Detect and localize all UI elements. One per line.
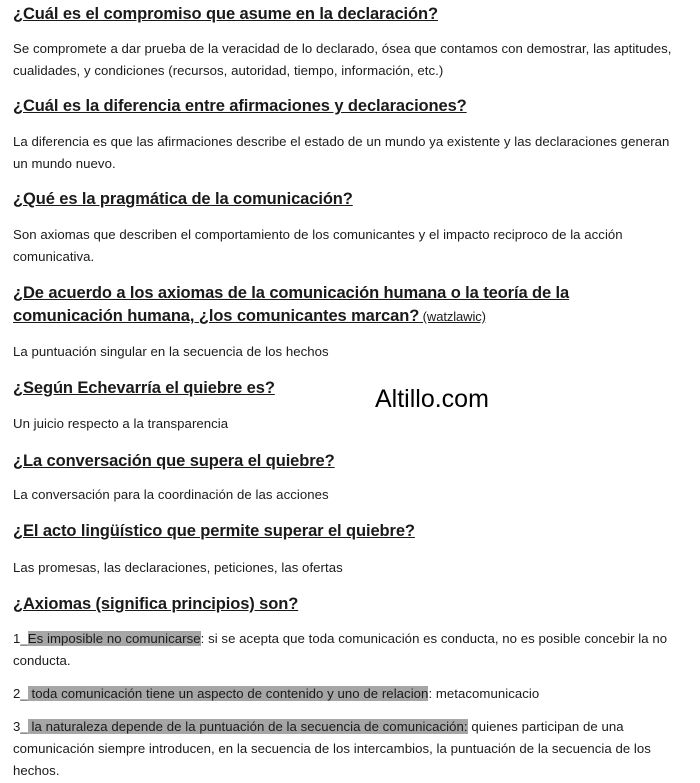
- question-4-text: ¿De acuerdo a los axiomas de la comunicación humana o la teoría de la comunicación humana, ¿los comunicantes marcan?: [13, 284, 570, 325]
- axiom-1-number: 1_: [13, 631, 28, 646]
- question-7-text: ¿El acto lingüístico que permite superar el quiebre?: [13, 522, 415, 540]
- axiom-2: [13, 683, 693, 705]
- question-5: [13, 377, 275, 400]
- question-8-text: ¿Axiomas (significa principios) son?: [13, 595, 299, 613]
- axiom-3: [13, 716, 693, 782]
- question-2: [13, 95, 467, 118]
- question-1: [13, 3, 438, 26]
- question-1-text: ¿Cuál es el compromiso que asume en la declaración?: [13, 5, 438, 23]
- answer-3-text: Son axiomas que describen el comportamiento de los comunicantes y el impacto reciproco de la acción comunicativa.: [13, 227, 623, 264]
- answer-4: [13, 341, 329, 363]
- axiom-2-number: 2_: [13, 686, 28, 701]
- question-6-text: ¿La conversación que supera el quiebre?: [13, 452, 335, 470]
- answer-6: [13, 484, 329, 506]
- axiom-3-number: 3_: [13, 719, 28, 734]
- watermark-text: Altillo.com: [375, 385, 489, 413]
- axiom-2-highlight: toda comunicación tiene un aspecto de contenido y uno de relacion: [27, 686, 429, 701]
- axiom-1-rest: : si se acepta que toda comunicación es conducta, no es posible concebir la no conducta.: [13, 631, 668, 668]
- axiom-2-rest: : metacomunicacio: [428, 686, 540, 701]
- axiom-3-highlight: la naturaleza depende de la puntuación de la secuencia de comunicación:: [27, 719, 468, 734]
- axiom-1: [13, 628, 693, 672]
- answer-1-text: Se compromete a dar prueba de la veracidad de lo declarado, ósea que contamos con demostrar, las aptitudes, cualidades, y condiciones (recursos, autoridad, tiempo, información, etc.): [13, 41, 672, 78]
- answer-2: [13, 131, 687, 175]
- answer-1: [13, 38, 689, 82]
- answer-5-text: Un juicio respecto a la transparencia: [13, 416, 229, 431]
- question-8: [13, 593, 298, 616]
- answer-6-text: La conversación para la coordinación de las acciones: [13, 487, 329, 502]
- axiom-1-highlight: Es imposible no comunicarse: [27, 631, 201, 646]
- question-4: [13, 282, 613, 328]
- question-4-suffix: (watzlawic): [419, 309, 486, 324]
- question-6: [13, 450, 335, 473]
- question-3-text: ¿Qué es la pragmática de la comunicación?: [13, 190, 353, 208]
- answer-4-text: La puntuación singular en la secuencia de los hechos: [13, 344, 329, 359]
- question-3: [13, 188, 353, 211]
- question-5-text: ¿Según Echevarría el quiebre es?: [13, 379, 275, 397]
- question-7: [13, 520, 415, 543]
- answer-7: [13, 557, 343, 579]
- answer-7-text: Las promesas, las declaraciones, peticiones, las ofertas: [13, 560, 343, 575]
- answer-3: [13, 224, 689, 268]
- answer-2-text: La diferencia es que las afirmaciones describe el estado de un mundo ya existente y las declaraciones generan un mundo nuevo.: [13, 134, 670, 171]
- axiom-3-rest: quienes participan de una comunicación siempre introducen, en la secuencia de los intercambios, la puntuación de la secuencia de los hechos.: [13, 719, 651, 778]
- answer-5: [13, 413, 228, 435]
- question-2-text: ¿Cuál es la diferencia entre afirmaciones y declaraciones?: [13, 97, 467, 115]
